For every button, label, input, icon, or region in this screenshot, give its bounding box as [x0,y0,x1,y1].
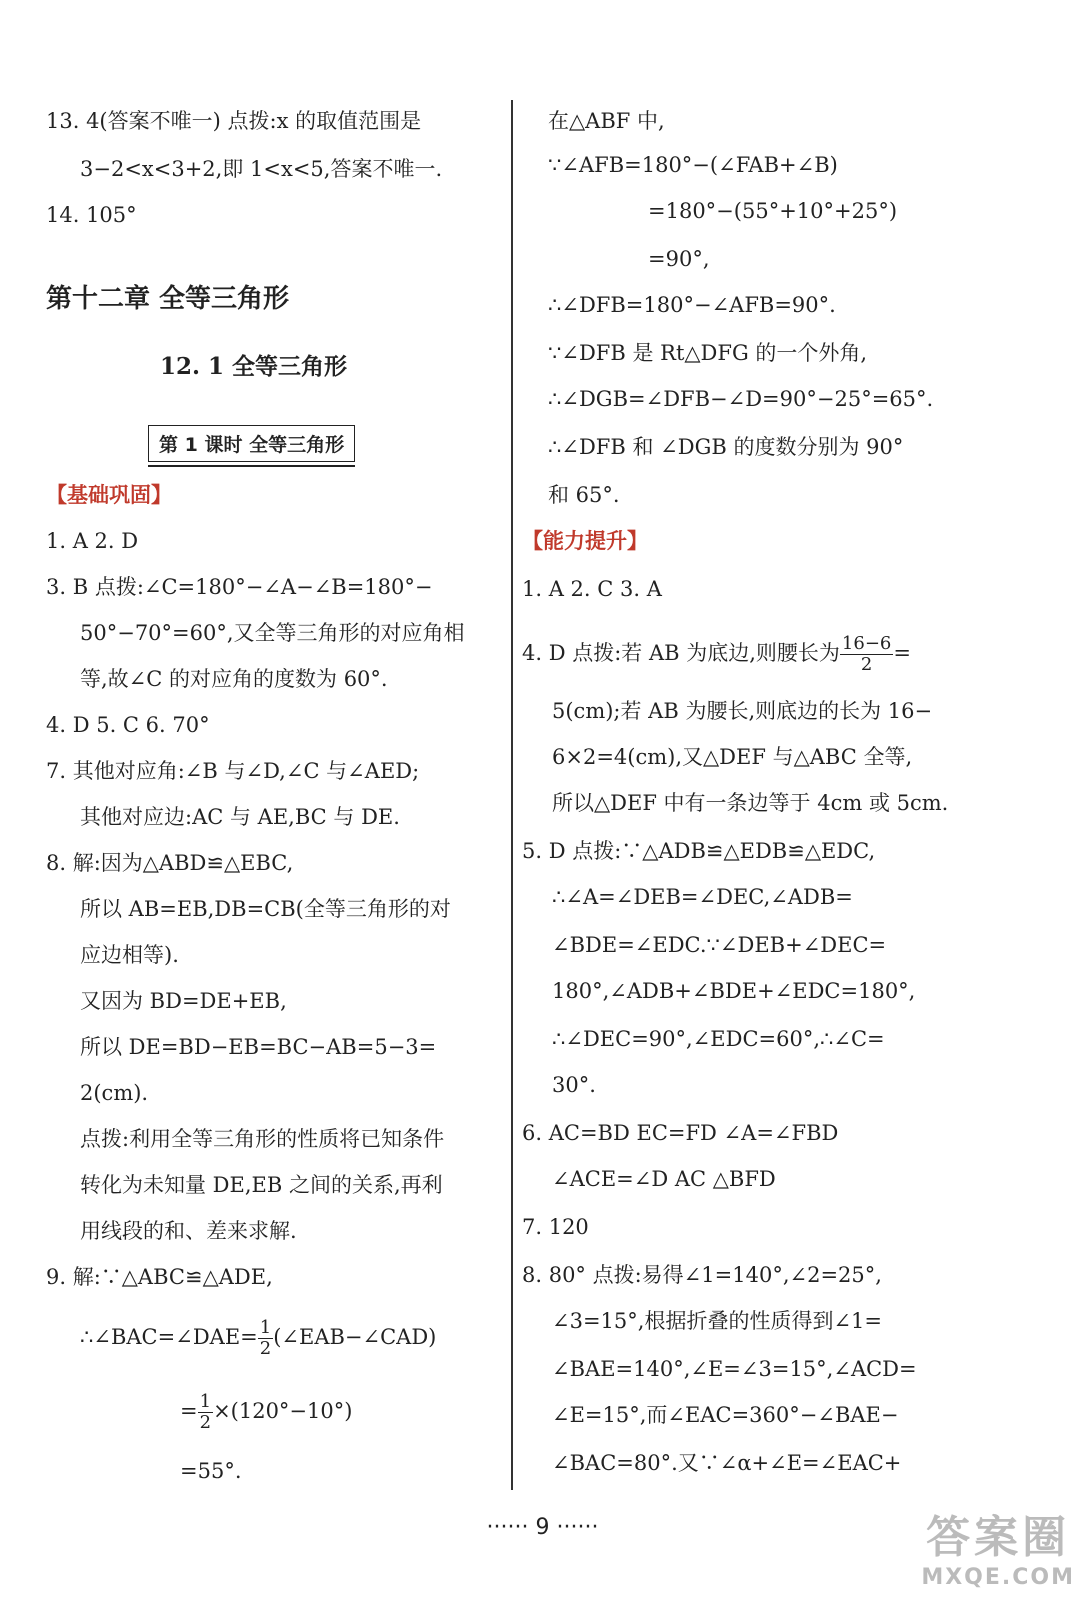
right-body-line-5: ∠BDE=∠EDC.∵∠DEB+∠DEC= [552,933,887,957]
left-body-line-6: 其他对应边:AC 与 AE,BC 与 DE. [80,805,400,829]
watermark-logo [921,1501,1075,1590]
eq2-post: ×(120°−10°) [213,1399,353,1423]
column-divider [511,100,513,1490]
left-top-line-0: 13. 4(答案不唯一) 点拨:x 的取值范围是 [46,109,422,133]
right-body-line-12: 8. 80° 点拨:易得∠1=140°,∠2=25°, [522,1263,882,1287]
right-body-line-8: 30°. [552,1073,596,1097]
left-body-line-16: 9. 解:∵△ABC≌△ADE, [46,1265,273,1289]
right-body-line-10: ∠ACE=∠D AC △BFD [552,1167,776,1191]
right-top-line-4: ∴∠DFB=180°−∠AFB=90°. [548,293,836,317]
frac-num-2: 1 [199,1391,212,1412]
q4-den: 2 [860,654,873,675]
right-body-line-16: ∠BAC=80°.又∵∠α+∠E=∠EAC+ [552,1451,902,1475]
left-top-line-2: 14. 105° [46,203,137,227]
lesson-title: 第 1 课时 全等三角形 [148,425,355,462]
fraction-half-2 [198,1392,213,1433]
frac-den: 2 [259,1338,272,1359]
section-title: 12. 1 全等三角形 [160,353,348,380]
eq1-post: (∠EAB−∠CAD) [273,1325,437,1349]
right-body-line-1: 6×2=4(cm),又△DEF 与△ABC 全等, [552,745,913,769]
left-body-line-1: 3. B 点拨:∠C=180°−∠A−∠B=180°− [46,575,433,599]
right-top-line-3: =90°, [648,247,710,271]
q4-post: = [893,641,911,665]
right-body-line-6: 180°,∠ADB+∠BDE+∠EDC=180°, [552,979,916,1003]
section-label-nengli: 【能力提升】 [522,529,648,553]
chapter-title: 第十二章 全等三角形 [46,284,290,314]
watermark-bottom: MXQE.COM [921,1565,1075,1590]
fraction-q4 [840,634,893,675]
right-top-line-8: 和 65°. [548,483,620,507]
right-body-line-2: 所以△DEF 中有一条边等于 4cm 或 5cm. [552,791,949,815]
right-body-line-11: 7. 120 [522,1215,589,1239]
right-body-line-7: ∴∠DEC=90°,∠EDC=60°,∴∠C= [552,1027,885,1051]
right-top-line-1: ∵∠AFB=180°−(∠FAB+∠B) [548,153,838,177]
section-label-jichu: 【基础巩固】 [46,483,172,507]
left-body-line-12: 2(cm). [80,1081,149,1105]
left-body-line-2: 50°−70°=60°,又全等三角形的对应角相 [80,621,465,645]
right-top-line-0: 在△ABF 中, [548,109,665,133]
frac-num: 1 [259,1317,272,1338]
left-body-line-4: 4. D 5. C 6. 70° [46,713,210,737]
right-body-line-15: ∠E=15°,而∠EAC=360°−∠BAE− [552,1403,899,1427]
left-body-line-8: 所以 AB=EB,DB=CB(全等三角形的对 [80,897,451,921]
left-body-line-10: 又因为 BD=DE+EB, [80,989,287,1013]
equation-line-1 [80,1318,436,1359]
eq2-pre: = [180,1399,198,1423]
right-body-line-0: 5(cm);若 AB 为腰长,则底边的长为 16− [552,699,933,723]
right-body-line-9: 6. AC=BD EC=FD ∠A=∠FBD [522,1121,839,1145]
right-top-line-5: ∵∠DFB 是 Rt△DFG 的一个外角, [548,341,868,365]
question-4-line [522,634,911,675]
fraction-half [258,1318,273,1359]
right-mid-line-0: 1. A 2. C 3. A [522,577,662,601]
left-body-line-5: 7. 其他对应角:∠B 与∠D,∠C 与∠AED; [46,759,420,783]
right-body-line-14: ∠BAE=140°,∠E=∠3=15°,∠ACD= [552,1357,917,1381]
right-body-line-3: 5. D 点拨:∵△ADB≌△EDB≌△EDC, [522,839,876,863]
q4-num: 16−6 [841,633,892,654]
eq1-pre: ∴∠BAC=∠DAE= [80,1325,258,1349]
q4-pre: 4. D 点拨:若 AB 为底边,则腰长为 [522,641,840,665]
frac-den-2: 2 [199,1412,212,1433]
right-top-line-7: ∴∠DFB 和 ∠DGB 的度数分别为 90° [548,435,904,459]
left-body-line-11: 所以 DE=BD−EB=BC−AB=5−3= [80,1035,437,1059]
left-body-line-3: 等,故∠C 的对应角的度数为 60°. [80,667,388,691]
watermark-top: 答案圈 [926,1512,1071,1563]
page-number: ······ 9 ······ [486,1515,599,1540]
left-body-line-15: 用线段的和、差来求解. [80,1219,297,1243]
right-body-line-4: ∴∠A=∠DEB=∠DEC,∠ADB= [552,885,853,909]
left-body-line-9: 应边相等). [80,943,179,967]
left-body-line-0: 1. A 2. D [46,529,139,553]
right-body-line-13: ∠3=15°,根据折叠的性质得到∠1= [552,1309,883,1333]
left-body-line-14: 转化为未知量 DE,EB 之间的关系,再利 [80,1173,443,1197]
right-top-line-6: ∴∠DGB=∠DFB−∠D=90°−25°=65°. [548,387,934,411]
left-body-line-13: 点拨:利用全等三角形的性质将已知条件 [80,1127,445,1151]
right-top-line-2: =180°−(55°+10°+25°) [648,199,898,223]
left-top-line-1: 3−2<x<3+2,即 1<x<5,答案不唯一. [80,157,443,181]
equation-line-2 [180,1392,352,1433]
left-body-line-7: 8. 解:因为△ABD≌△EBC, [46,851,294,875]
equation-line-3: =55°. [180,1459,242,1483]
